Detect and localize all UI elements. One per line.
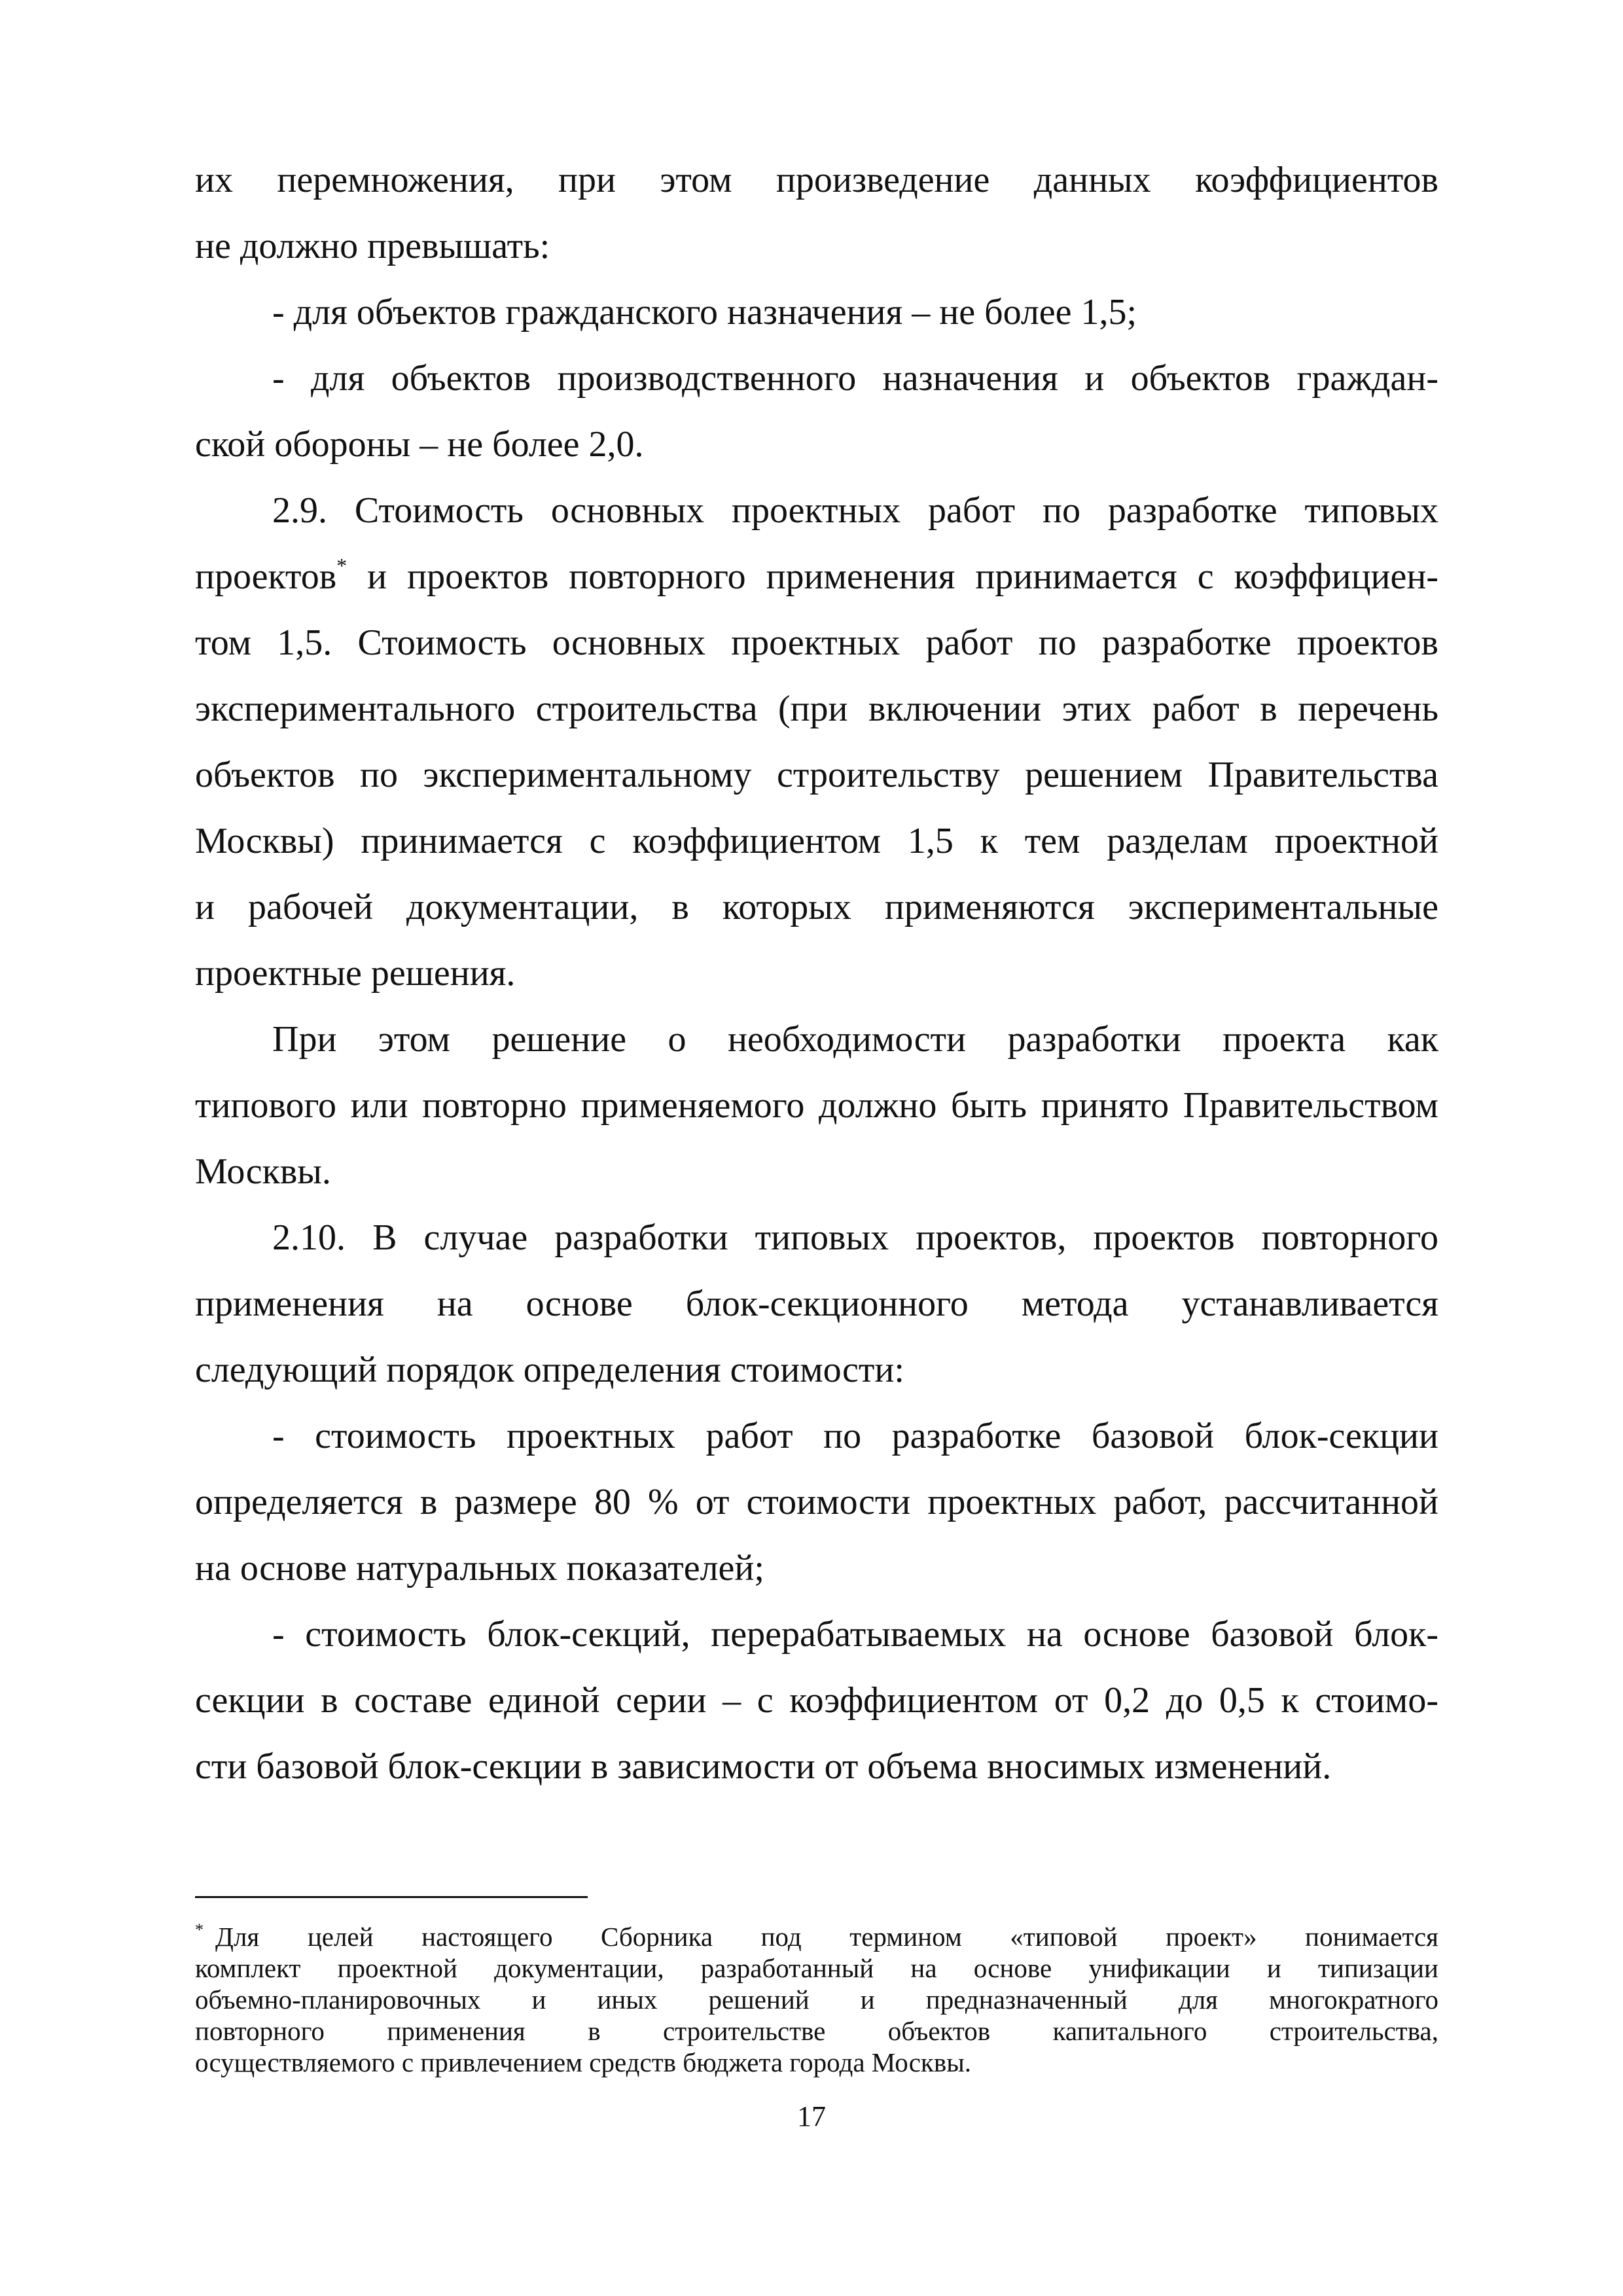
list-item: - стоимость блок-секций, перерабатываемых на основе базовой блок- (272, 1614, 1438, 1655)
text-line: типового или повторно применяемого должно быть принято Правительством (195, 1085, 1438, 1126)
text-line: применения на основе блок-секционного метода устанавливается (195, 1283, 1438, 1324)
paragraph-start: При этом решение о необходимости разработки проекта как (272, 1019, 1438, 1060)
text-line: их перемножения, при этом произведение данных коэффициентов (195, 160, 1438, 200)
main-text (195, 147, 1438, 1800)
text-line: проектные решения. (195, 953, 516, 994)
text-fragment: проектов (195, 556, 337, 597)
footnote-line: повторного применения в строительстве объектов капитального строительства, (195, 2016, 1438, 2046)
text-line: Москвы) принимается с коэффициентом 1,5 к тем разделам проектной (195, 821, 1438, 861)
text-line: определяется в размере 80 % от стоимости проектных работ, рассчитанной (195, 1482, 1438, 1522)
text-line: объектов по экспериментальному строительству решением Правительства (195, 755, 1438, 795)
list-item: - для объектов гражданского назначения – не более 1,5; (272, 292, 1137, 332)
text-fragment: и проектов повторного применения принимается с коэффициен- (347, 556, 1438, 597)
section-2-10-start: 2.10. В случае разработки типовых проектов, проектов повторного (272, 1217, 1438, 1258)
text-line: сти базовой блок-секции в зависимости от объема вносимых изменений. (195, 1746, 1332, 1787)
text-line: на основе натуральных показателей; (195, 1548, 764, 1588)
text-line: Москвы. (195, 1151, 331, 1192)
text-line: следующий порядок определения стоимости: (195, 1350, 904, 1390)
footnote-line: комплект проектной документации, разработанный на основе унификации и типизации (195, 1953, 1438, 1983)
footnote-line: осуществляемого с привлечением средств бюджета города Москвы. (195, 2047, 971, 2077)
footnote-marker: * (195, 1920, 204, 1939)
text-line: ской обороны – не более 2,0. (195, 424, 644, 465)
footnote-ref[interactable]: * (336, 554, 348, 577)
text-line (195, 544, 1438, 610)
text-line: не должно превышать: (195, 226, 550, 266)
text-line: экспериментального строительства (при включении этих работ в перечень (195, 689, 1438, 729)
footnote-separator (195, 1896, 588, 1898)
footnote (195, 1921, 1438, 2078)
text-line: том 1,5. Стоимость основных проектных работ по разработке проектов (195, 622, 1438, 663)
text-line: и рабочей документации, в которых применяются экспериментальные (195, 887, 1438, 927)
footnote-text: Для целей настоящего Сборника под термином «типовой проект» понимается (215, 1922, 1438, 1952)
list-item: - для объектов производственного назначения и объектов граждан- (272, 358, 1438, 399)
section-2-9-start: 2.9. Стоимость основных проектных работ по разработке типовых (272, 490, 1438, 531)
text-line: секции в составе единой серии – с коэффициентом от 0,2 до 0,5 к стоимо- (195, 1680, 1438, 1721)
footnote-line: объемно-планировочных и иных решений и предназначенный для многократного (195, 1984, 1438, 2015)
page-number: 17 (797, 2100, 826, 2132)
footnote-line (195, 1921, 1438, 1952)
list-item: - стоимость проектных работ по разработке базовой блок-секции (272, 1416, 1438, 1456)
